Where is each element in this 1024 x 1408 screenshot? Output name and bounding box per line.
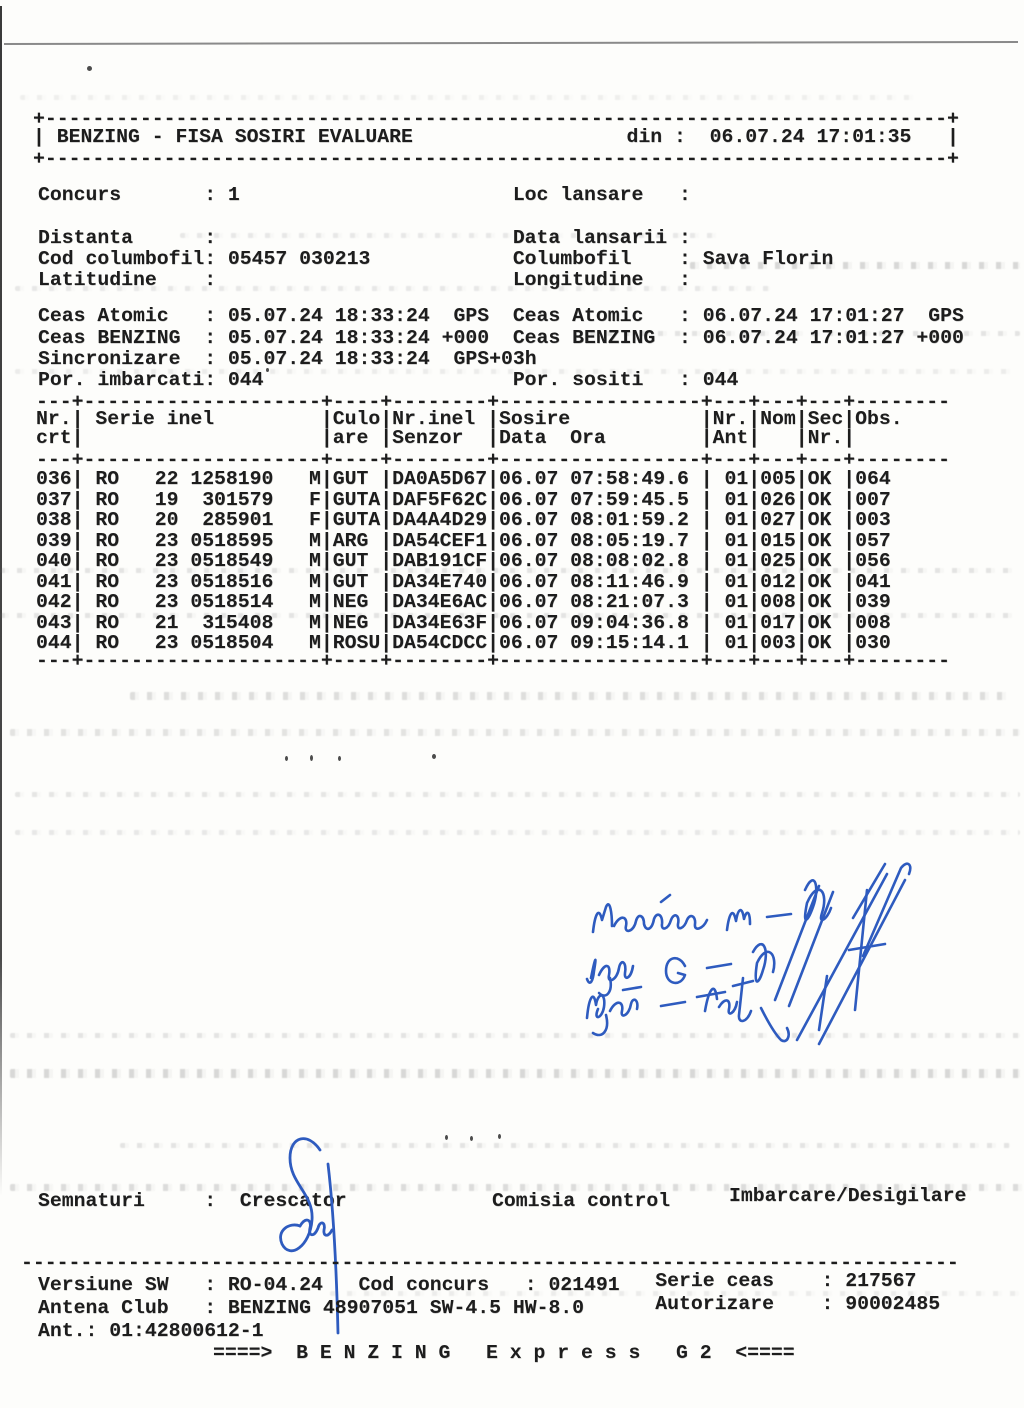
header-box-right-edge: | bbox=[947, 126, 959, 148]
scan-artifact bbox=[120, 1143, 1010, 1148]
field-cod-columbofil: Cod columbofil: 05457 030213 bbox=[38, 248, 371, 270]
table-separator-top: ---+--------------------+----+--------+-----------------+---+---+---+-------- bbox=[36, 391, 951, 413]
field-por-sositi: Por. sositi : 044 bbox=[512, 369, 739, 391]
footer-separator: ------------------------------------------------------------------------------- bbox=[21, 1252, 959, 1274]
print-date-value: 06.07.24 17:01:35 bbox=[709, 126, 912, 148]
footer-line-2 bbox=[38, 1293, 998, 1319]
scan-speck bbox=[432, 754, 436, 759]
field-ceas-benzing-end: Ceas BENZING : 06.07.24 17:01:27 +000 bbox=[512, 327, 964, 349]
field-data-lansarii: Data lansarii : bbox=[512, 227, 691, 249]
document-title: BENZING - FISA SOSIRI EVALUARE bbox=[56, 126, 413, 148]
table-row: 043| RO 21 315408 M|NEG |DA34E63F|06.07 09:04:36.8 | 01|017|OK |008 bbox=[36, 611, 891, 634]
scan-speck bbox=[445, 1135, 448, 1140]
table-row: 041| RO 23 0518516 M|GUT |DA34E740|06.07 08:11:46.9 | 01|012|OK |041 bbox=[36, 570, 891, 593]
info-line-cod bbox=[38, 250, 998, 270]
field-sincronizare: Sincronizare : 05.07.24 18:33:24 GPS+03h bbox=[38, 348, 537, 370]
field-distanta: Distanta : bbox=[38, 227, 217, 249]
table-row: 044| RO 23 0518504 M|ROSU|DA54CDCC|06.07 09:15:14.1 | 01|003|OK |030 bbox=[36, 632, 891, 654]
info-line-latitudine bbox=[38, 271, 998, 291]
field-columbofil: Columbofil : Sava Florin bbox=[512, 248, 834, 270]
field-loc-lansare: Loc lansare : bbox=[512, 184, 691, 206]
table-row: 042| RO 23 0518514 M|NEG |DA34E6AC|06.07 08:21:07.3 | 01|008|OK |039 bbox=[36, 591, 891, 613]
header-box-top-border: +----------------------------------------------------------------------------+ bbox=[33, 108, 959, 130]
table-header-row-1: Nr.| Serie inel |Culo|Nr.inel |Sosire |Nr.|Nom|Sec|Obs. bbox=[36, 408, 903, 430]
handwritten-note bbox=[565, 858, 1005, 1058]
table-separator-bottom: ---+--------------------+----+--------+-----------------+---+---+---+-------- bbox=[36, 650, 951, 672]
scan-artifact bbox=[15, 830, 1020, 835]
header-box-bottom-border: +----------------------------------------------------------------------------+ bbox=[33, 148, 959, 170]
info-line-sincronizare bbox=[38, 350, 998, 370]
print-date-label: din : bbox=[626, 126, 686, 148]
table-row: 036| RO 22 1258190 M|GUT |DA0A5D67|06.07 07:58:49.6 | 01|005|OK |064 bbox=[36, 468, 891, 490]
scan-speck bbox=[338, 756, 341, 761]
field-serie-ceas: Serie ceas : 217567 bbox=[655, 1270, 917, 1292]
info-line-ceas-atomic bbox=[38, 307, 998, 327]
header-title-line bbox=[33, 128, 973, 148]
scan-artifact bbox=[10, 729, 1020, 736]
field-ceas-benzing-start: Ceas BENZING : 05.07.24 18:33:24 +000 bbox=[38, 327, 490, 349]
field-concurs: Concurs : 1 bbox=[38, 184, 240, 206]
field-versiune-sw-cod-concurs: Versiune SW : RO-04.24 Cod concurs : 021491 bbox=[38, 1274, 620, 1296]
table-row: 038| RO 20 285901 F|GUTA|DA4A4D29|06.07 08:01:59.2 | 01|027|OK |003 bbox=[36, 509, 891, 531]
comisia-control-label: Comisia control bbox=[492, 1190, 671, 1212]
header-box-left-edge: | bbox=[33, 126, 45, 148]
scan-artifact bbox=[20, 95, 920, 100]
field-autorizare: Autorizare : 90002485 bbox=[655, 1293, 941, 1315]
scan-speck bbox=[285, 756, 288, 761]
table-row: 040| RO 23 0518549 M|GUT |DAB191CF|06.07 08:08:02.8 | 01|025|OK |056 bbox=[36, 550, 891, 572]
info-line-distanta bbox=[38, 229, 998, 249]
field-longitudine: Longitudine : bbox=[512, 269, 691, 291]
table-separator-middle: ---+--------------------+----+--------+-----------------+---+---+---+-------- bbox=[36, 449, 951, 471]
scan-artifact bbox=[15, 792, 1020, 797]
table-header-row-2: crt| |are |Senzor |Data Ora |Ant| |Nr.| bbox=[36, 427, 856, 449]
scan-speck bbox=[470, 1136, 473, 1141]
field-latitudine: Latitudine : bbox=[38, 269, 217, 291]
scan-speck bbox=[498, 1134, 501, 1139]
field-antena-club: Antena Club : BENZING 48907051 SW-4.5 HW-8.0 bbox=[38, 1297, 585, 1319]
info-line-concurs bbox=[38, 186, 998, 206]
field-por-imbarcati: Por. imbarcati: 044 bbox=[38, 369, 264, 391]
scan-artifact bbox=[10, 1069, 1020, 1078]
info-line-ceas-benzing bbox=[38, 329, 998, 349]
field-ceas-atomic-end: Ceas Atomic : 06.07.24 17:01:27 GPS bbox=[512, 305, 964, 327]
scan-top-rule bbox=[4, 41, 1018, 45]
info-line-porumbei bbox=[38, 371, 998, 391]
benzing-express-banner: ====> B E N Z I N G E x p r e s s G 2 <==== bbox=[213, 1342, 795, 1364]
scan-speck bbox=[87, 66, 92, 71]
field-ceas-atomic-start: Ceas Atomic : 05.07.24 18:33:24 GPS bbox=[38, 305, 490, 327]
scan-artifact bbox=[130, 692, 1010, 700]
imbarcare-desigilare-label: Imbarcare/Desigilare bbox=[729, 1185, 967, 1207]
field-ant-id: Ant.: 01:42800612-1 bbox=[38, 1320, 264, 1342]
scan-speck bbox=[310, 755, 313, 761]
semnaturi-crescator-label: Semnaturi : Crescator bbox=[38, 1190, 347, 1212]
table-row: 039| RO 23 0518595 M|ARG |DA54CEF1|06.07 08:05:19.7 | 01|015|OK |057 bbox=[36, 529, 891, 552]
scan-left-edge bbox=[0, 6, 2, 1196]
table-row: 037| RO 19 301579 F|GUTA|DAF5F62C|06.07 07:59:45.5 | 01|026|OK |007 bbox=[36, 488, 891, 511]
